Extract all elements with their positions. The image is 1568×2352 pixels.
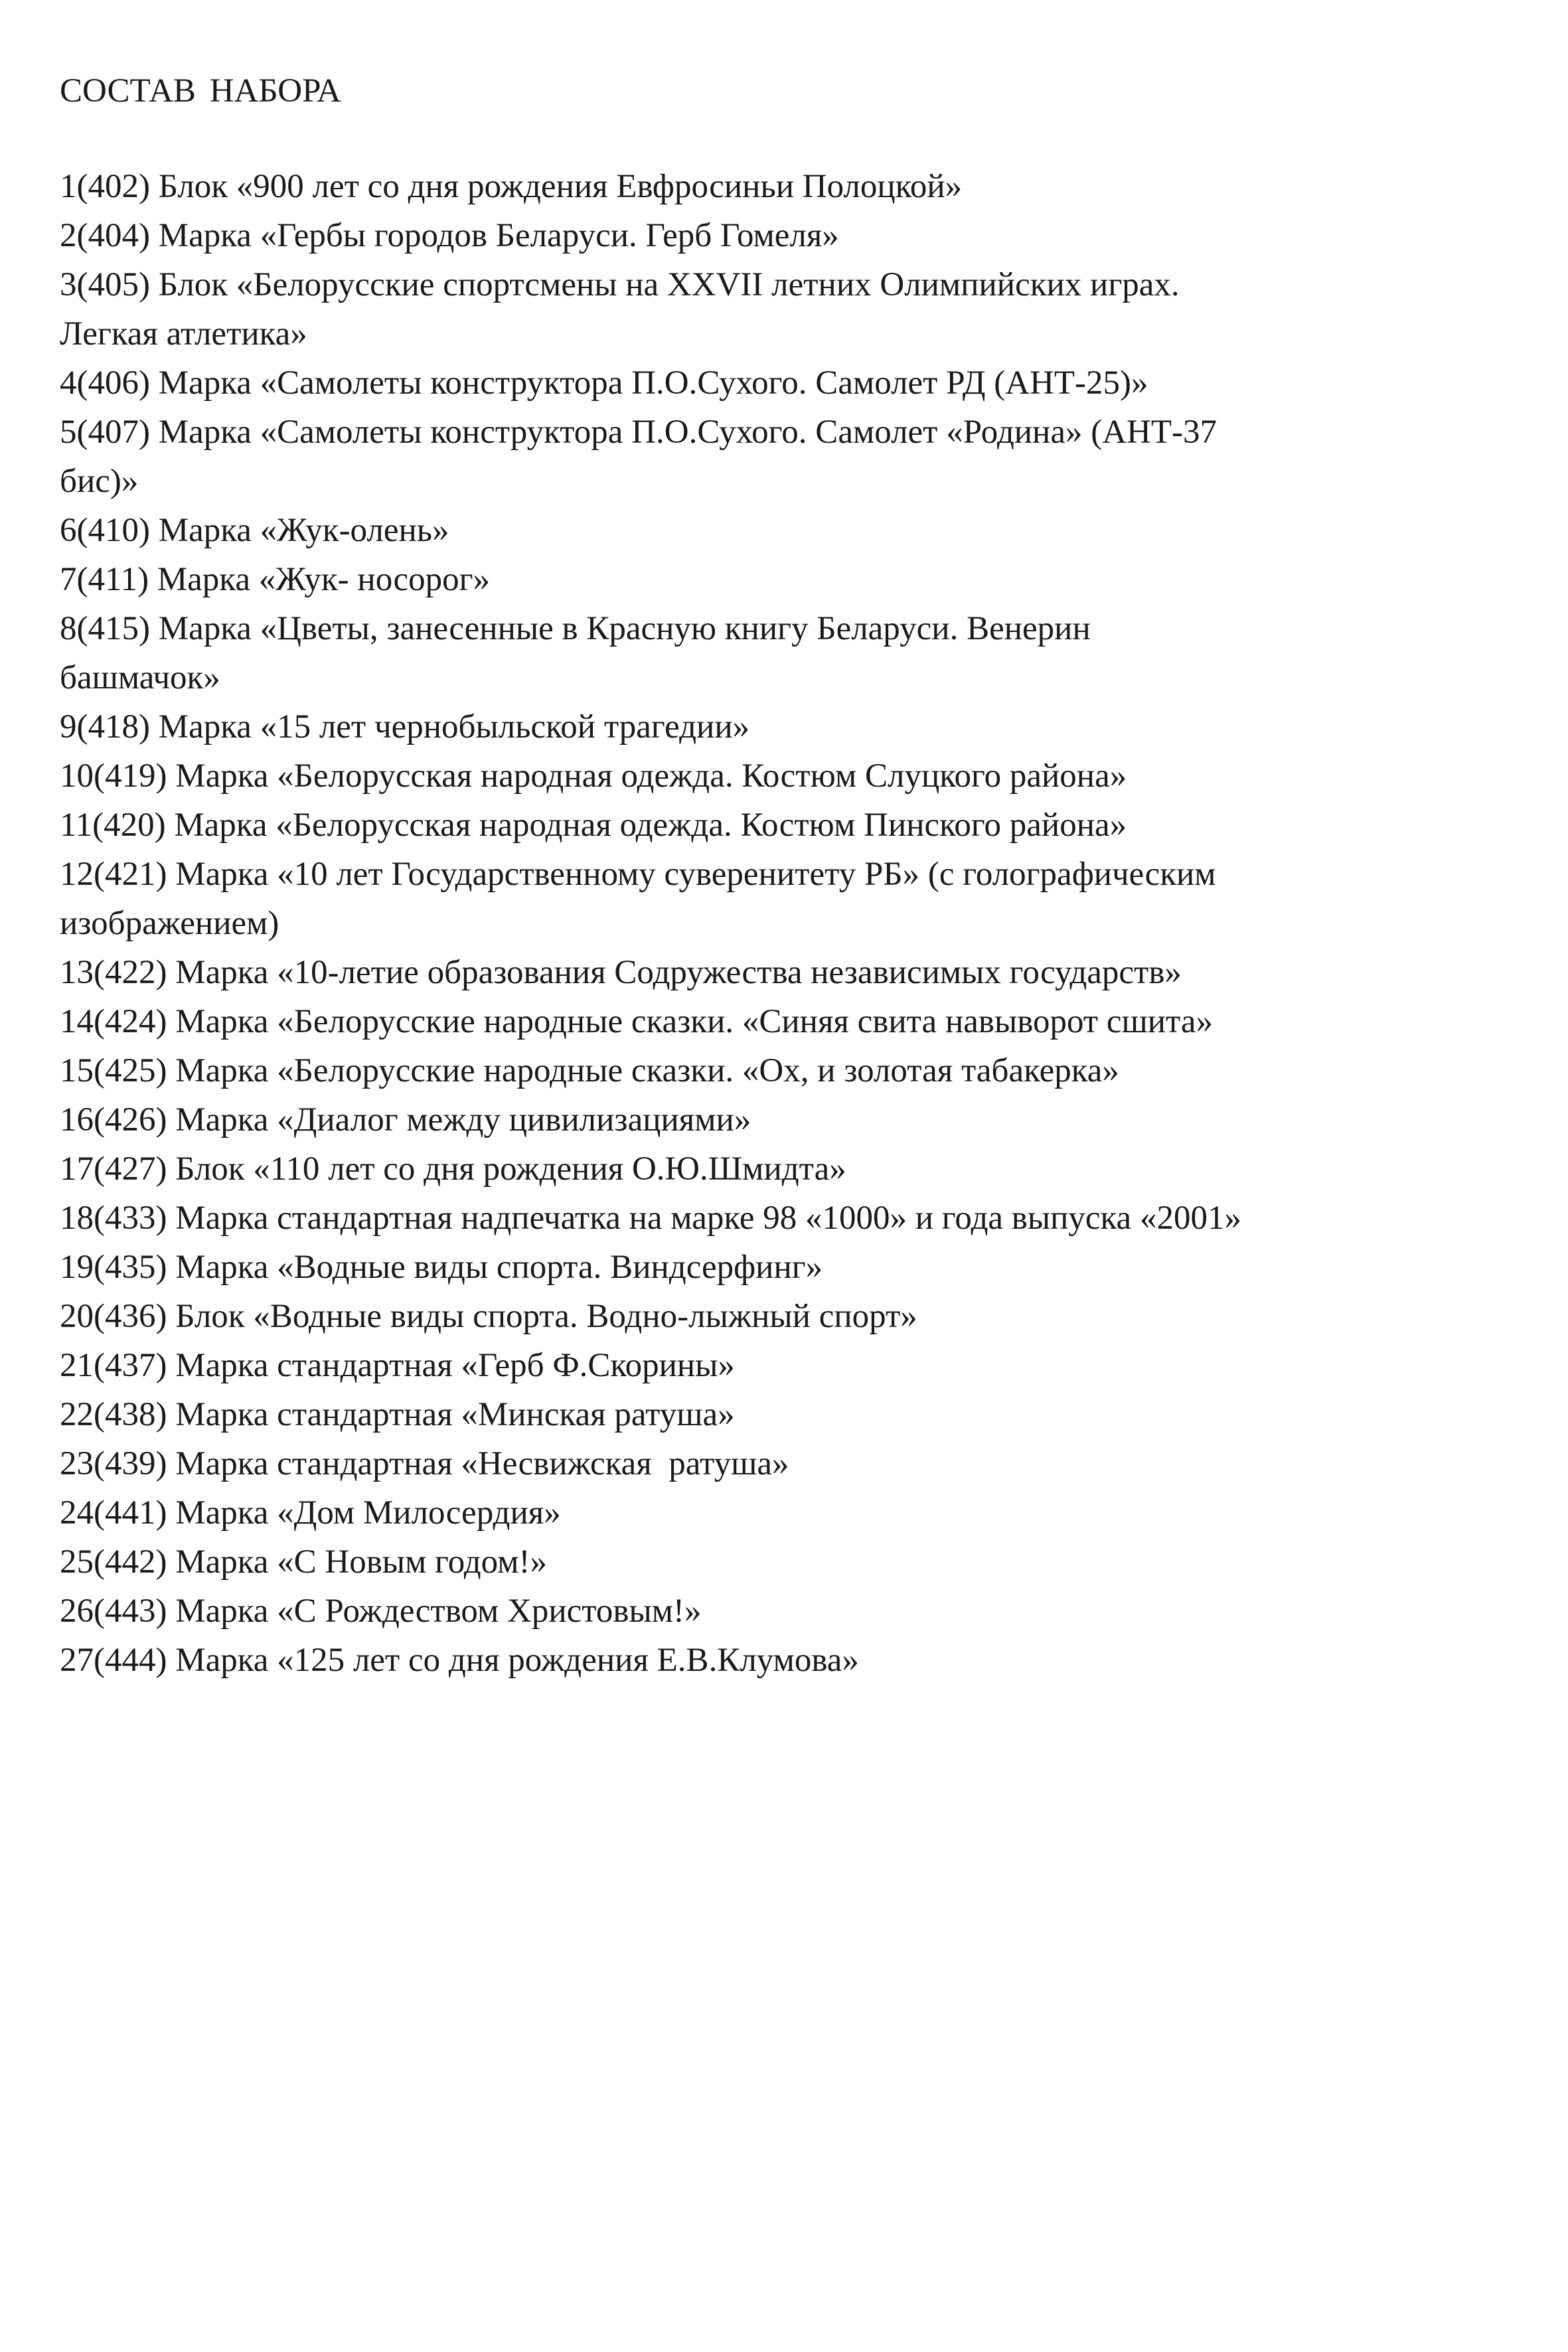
- list-item: 12(421) Марка «10 лет Государственному суверенитету РБ» (с голографическим изображением): [60, 856, 1216, 942]
- list-item: 21(437) Марка стандартная «Герб Ф.Скорины»: [60, 1347, 735, 1384]
- list-item: 11(420) Марка «Белорусская народная одежда. Костюм Пинского района»: [60, 807, 1127, 844]
- list-item: 24(441) Марка «Дом Милосердия»: [60, 1494, 561, 1531]
- item-list: [60, 162, 1520, 1685]
- list-item: 1(402) Блок «900 лет со дня рождения Евфросиньи Полоцкой»: [60, 168, 963, 205]
- list-item: 19(435) Марка «Водные виды спорта. Виндсерфинг»: [60, 1249, 823, 1286]
- list-item: 14(424) Марка «Белорусские народные сказки. «Синяя свита навыворот сшита»: [60, 1003, 1214, 1040]
- list-item: 4(406) Марка «Самолеты конструктора П.О.Сухого. Самолет РД (АНТ-25)»: [60, 364, 1148, 402]
- list-item: 20(436) Блок «Водные виды спорта. Водно-лыжный спорт»: [60, 1298, 917, 1335]
- list-item: 7(411) Марка «Жук- носорог»: [60, 561, 491, 598]
- list-item: 27(444) Марка «125 лет со дня рождения Е.В.Клумова»: [60, 1642, 859, 1679]
- page-title: СОСТАВ НАБОРА: [60, 72, 341, 110]
- list-item: 16(426) Марка «Диалог между цивилизациями»: [60, 1101, 751, 1138]
- list-item: 8(415) Марка «Цветы, занесенные в Красную книгу Беларуси. Венерин башмачок»: [60, 610, 1091, 696]
- list-item: 22(438) Марка стандартная «Минская ратуша»: [60, 1396, 735, 1433]
- list-item: 23(439) Марка стандартная «Несвижская ратуша»: [60, 1445, 789, 1482]
- list-item: 10(419) Марка «Белорусская народная одежда. Костюм Слуцкого района»: [60, 757, 1127, 795]
- document-page: [60, 66, 1520, 1685]
- list-item: 26(443) Марка «С Рождеством Христовым!»: [60, 1593, 702, 1630]
- list-item: 25(442) Марка «С Новым годом!»: [60, 1543, 547, 1581]
- list-item: 18(433) Марка стандартная надпечатка на марке 98 «1000» и года выпуска «2001»: [60, 1200, 1241, 1237]
- list-item: 13(422) Марка «10-летие образования Содружества независимых государств»: [60, 954, 1182, 991]
- list-item: 15(425) Марка «Белорусские народные сказки. «Ох, и золотая табакерка»: [60, 1052, 1119, 1089]
- list-item: 17(427) Блок «110 лет со дня рождения О.Ю.Шмидта»: [60, 1150, 846, 1188]
- list-item: 2(404) Марка «Гербы городов Беларуси. Герб Гомеля»: [60, 217, 839, 254]
- list-item: 9(418) Марка «15 лет чернобыльской трагедии»: [60, 708, 750, 745]
- list-item: 6(410) Марка «Жук-олень»: [60, 512, 449, 549]
- list-item: 5(407) Марка «Самолеты конструктора П.О.Сухого. Самолет «Родина» (АНТ-37 бис)»: [60, 414, 1217, 500]
- list-item: 3(405) Блок «Белорусские спортсмены на XXVII летних Олимпийских играх. Легкая атлетика»: [60, 266, 1180, 353]
